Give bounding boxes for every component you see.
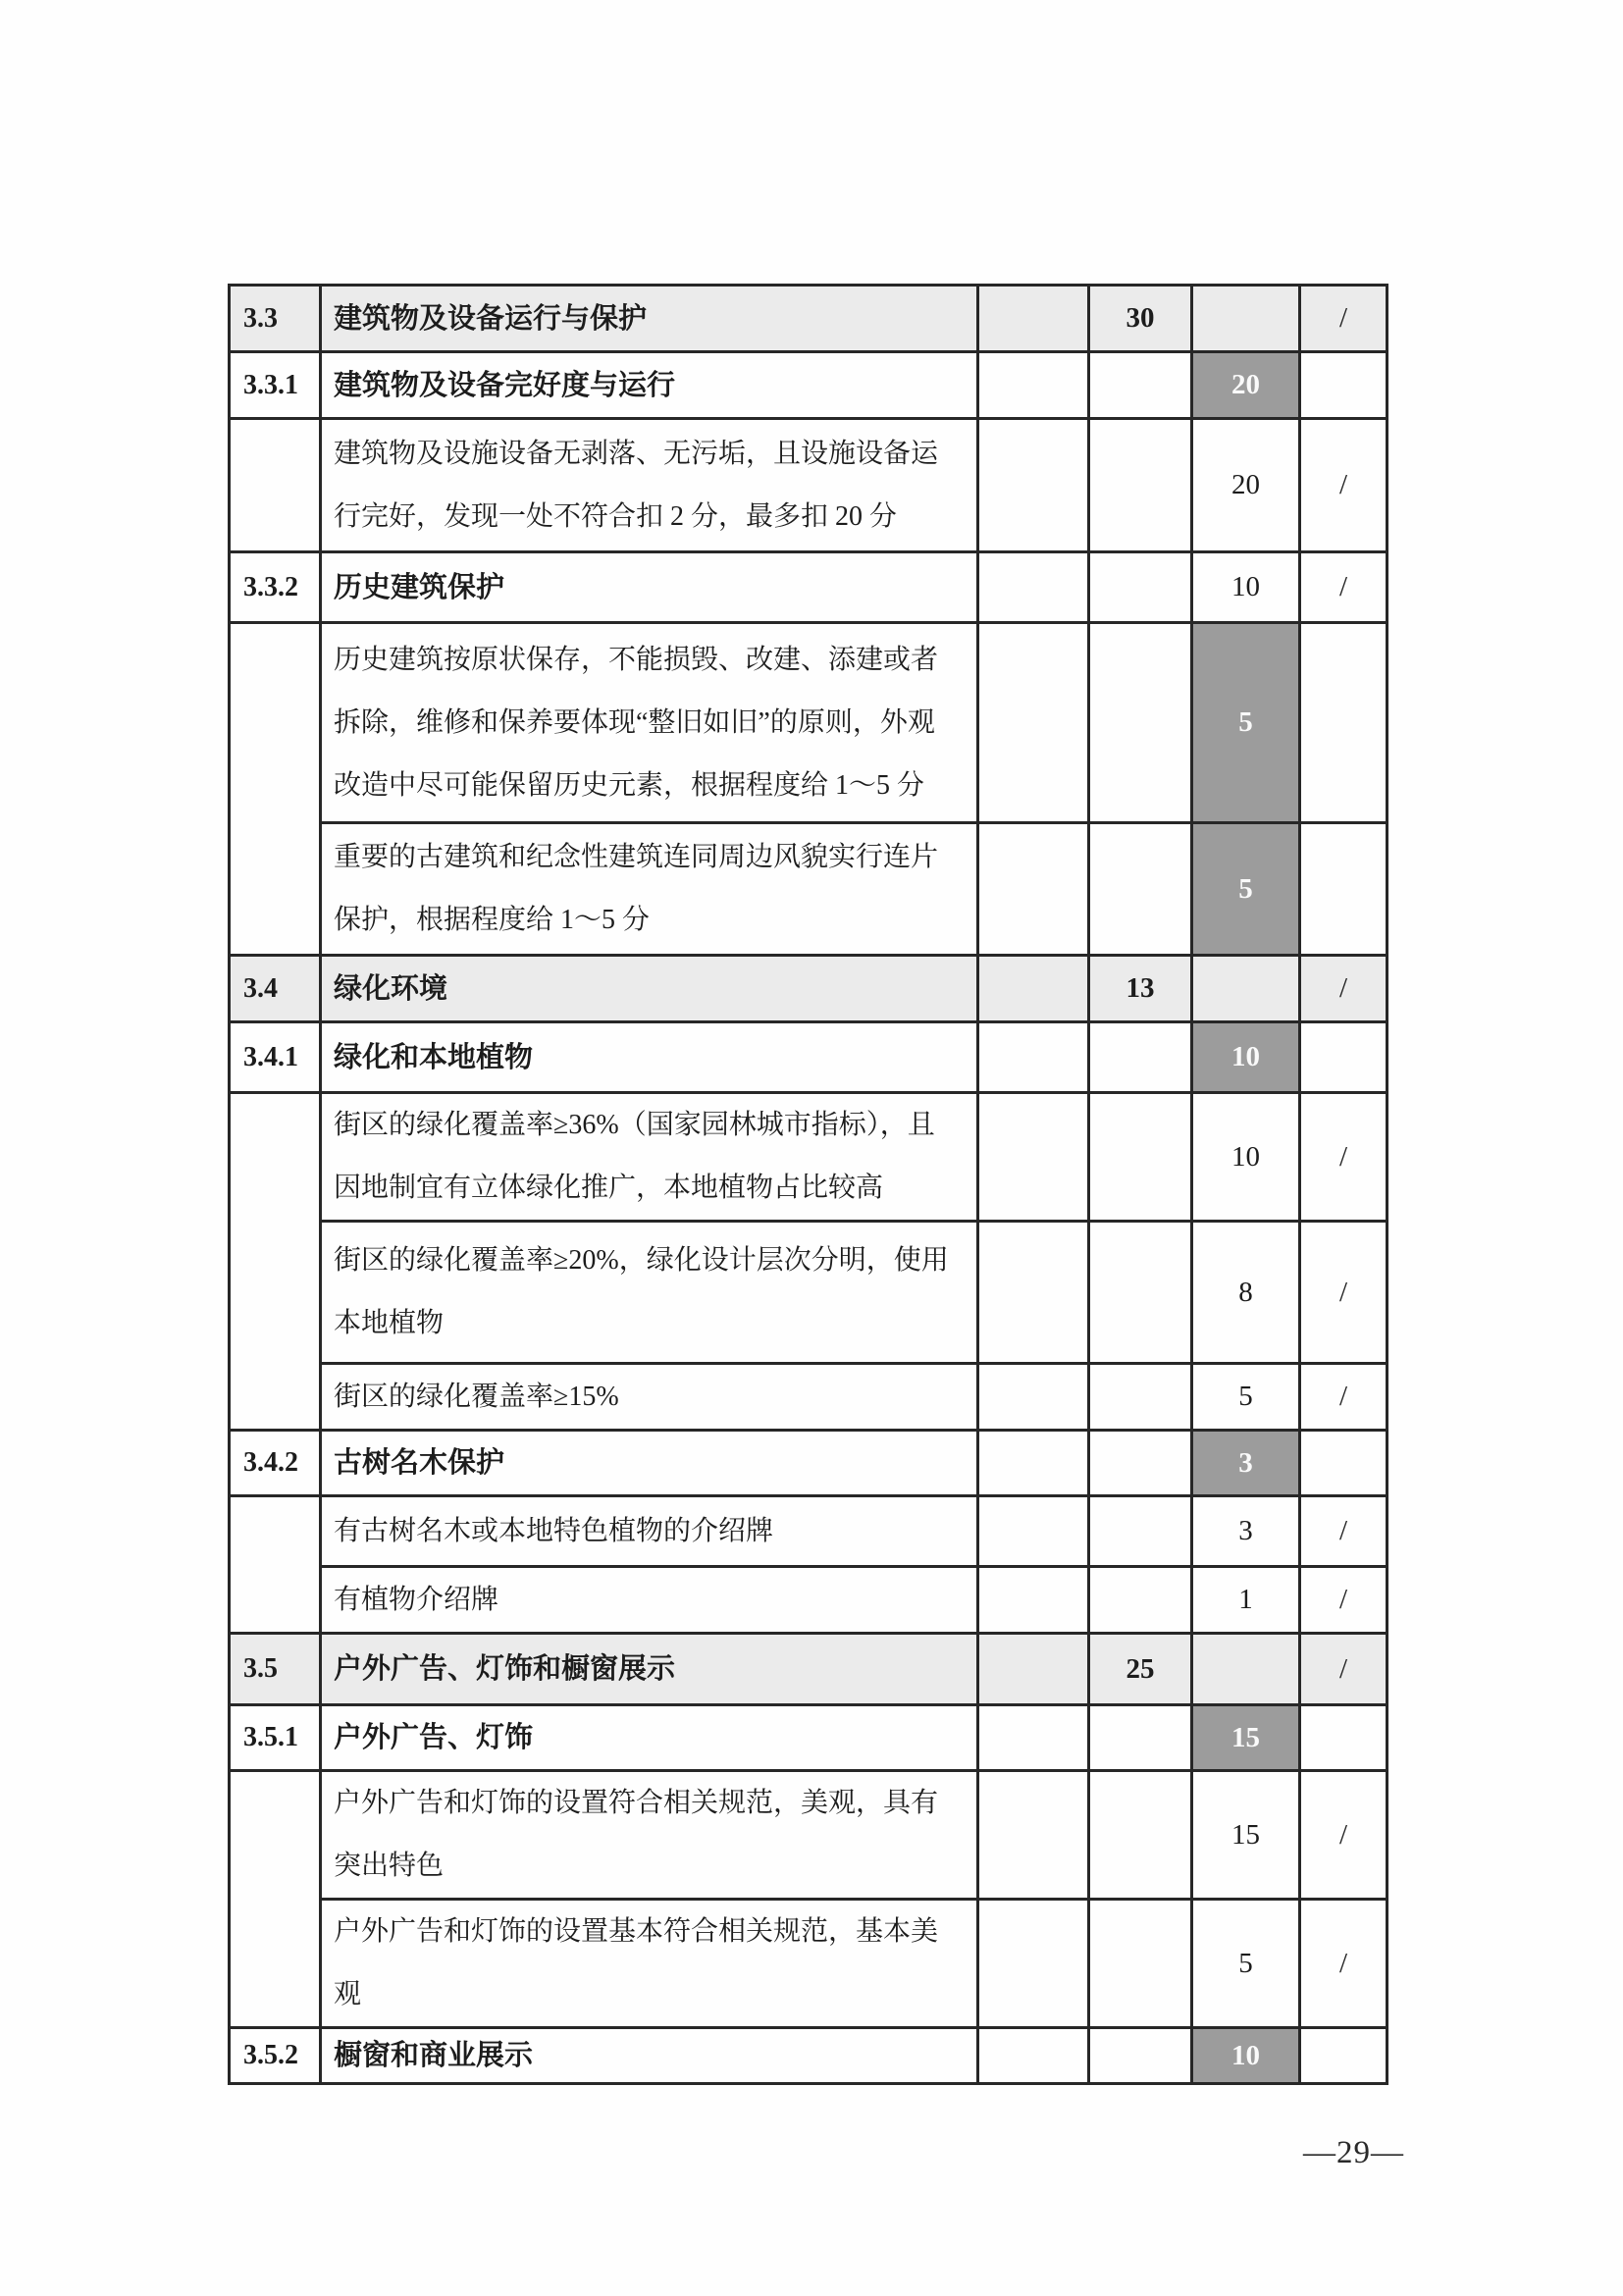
slash-cell: /	[1300, 956, 1387, 1022]
section-total-score: 30	[1089, 286, 1192, 352]
subsection-score-cell: 3	[1192, 1431, 1300, 1496]
empty-cell	[978, 1634, 1089, 1705]
detail-row	[230, 1567, 1387, 1634]
slash-cell: /	[1300, 1567, 1387, 1634]
row-index: 3.3	[230, 286, 321, 352]
empty-cell	[1089, 1705, 1192, 1771]
detail-row	[230, 1222, 1387, 1364]
empty-index-cell	[230, 1496, 321, 1634]
detail-row	[230, 1364, 1387, 1431]
page-number: —29—	[1303, 2135, 1404, 2170]
empty-cell	[1089, 1364, 1192, 1431]
empty-cell	[978, 1431, 1089, 1496]
section-row-3-3	[230, 286, 1387, 352]
subsection-score-cell: 10	[1192, 2028, 1300, 2084]
empty-cell	[1089, 552, 1192, 623]
section-row-3-5	[230, 1634, 1387, 1705]
empty-index-cell	[230, 419, 321, 552]
criterion-title: 户外广告、灯饰	[321, 1705, 978, 1771]
row-index: 3.3.2	[230, 552, 321, 623]
slash-cell: /	[1300, 552, 1387, 623]
criterion-text: 有古树名木或本地特色植物的介绍牌	[321, 1496, 978, 1567]
subsection-score-cell: 20	[1192, 352, 1300, 419]
row-index: 3.5.2	[230, 2028, 321, 2084]
score-cell: 15	[1192, 1771, 1300, 1900]
criterion-text: 街区的绿化覆盖率≥36%（国家园林城市指标），且因地制宜有立体绿化推广，本地植物占比较高	[321, 1093, 978, 1222]
empty-cell	[1089, 1496, 1192, 1567]
scoring-table	[228, 284, 1388, 2085]
empty-cell	[1192, 1634, 1300, 1705]
score-cell: 3	[1192, 1496, 1300, 1567]
row-index: 3.4	[230, 956, 321, 1022]
empty-cell	[978, 352, 1089, 419]
criterion-text: 历史建筑按原状保存，不能损毁、改建、添建或者拆除，维修和保养要体现“整旧如旧”的原则，外观改造中尽可能保留历史元素，根据程度给 1～5 分	[321, 623, 978, 823]
subsection-score-cell: 15	[1192, 1705, 1300, 1771]
empty-cell	[978, 823, 1089, 956]
empty-cell	[1300, 352, 1387, 419]
score-cell: 5	[1192, 1900, 1300, 2028]
row-index: 3.5.1	[230, 1705, 321, 1771]
score-cell: 5	[1192, 1364, 1300, 1431]
subsection-row-3-4-1	[230, 1022, 1387, 1093]
detail-row	[230, 823, 1387, 956]
empty-cell	[1192, 956, 1300, 1022]
empty-cell	[1089, 419, 1192, 552]
empty-cell	[1089, 1022, 1192, 1093]
empty-cell	[1089, 1567, 1192, 1634]
row-index: 3.3.1	[230, 352, 321, 419]
empty-cell	[1300, 1022, 1387, 1093]
empty-cell	[978, 552, 1089, 623]
slash-cell: /	[1300, 1496, 1387, 1567]
slash-cell: /	[1300, 1634, 1387, 1705]
subsection-row-3-4-2	[230, 1431, 1387, 1496]
row-index: 3.4.1	[230, 1022, 321, 1093]
score-cell: 1	[1192, 1567, 1300, 1634]
row-index: 3.4.2	[230, 1431, 321, 1496]
criterion-title: 橱窗和商业展示	[321, 2028, 978, 2084]
slash-cell: /	[1300, 286, 1387, 352]
empty-cell	[1300, 623, 1387, 823]
subsection-row-3-3-1	[230, 352, 1387, 419]
criterion-title: 历史建筑保护	[321, 552, 978, 623]
empty-cell	[1192, 286, 1300, 352]
empty-cell	[978, 1093, 1089, 1222]
subsection-row-3-5-2	[230, 2028, 1387, 2084]
empty-cell	[1089, 1900, 1192, 2028]
score-cell: 5	[1192, 823, 1300, 956]
detail-row	[230, 623, 1387, 823]
criterion-title: 建筑物及设备完好度与运行	[321, 352, 978, 419]
criterion-title: 建筑物及设备运行与保护	[321, 286, 978, 352]
empty-cell	[1089, 2028, 1192, 2084]
empty-cell	[978, 286, 1089, 352]
criterion-title: 户外广告、灯饰和橱窗展示	[321, 1634, 978, 1705]
criterion-title: 绿化和本地植物	[321, 1022, 978, 1093]
empty-cell	[1089, 1771, 1192, 1900]
empty-cell	[978, 956, 1089, 1022]
empty-cell	[978, 2028, 1089, 2084]
detail-row	[230, 1900, 1387, 2028]
subsection-row-3-3-2	[230, 552, 1387, 623]
score-cell: 8	[1192, 1222, 1300, 1364]
empty-cell	[1089, 1222, 1192, 1364]
empty-cell	[978, 1364, 1089, 1431]
section-row-3-4	[230, 956, 1387, 1022]
detail-row	[230, 1093, 1387, 1222]
subsection-row-3-5-1	[230, 1705, 1387, 1771]
empty-index-cell	[230, 1771, 321, 2028]
empty-index-cell	[230, 623, 321, 956]
slash-cell: /	[1300, 419, 1387, 552]
section-total-score: 13	[1089, 956, 1192, 1022]
empty-cell	[1300, 823, 1387, 956]
empty-cell	[978, 1222, 1089, 1364]
criterion-text: 户外广告和灯饰的设置基本符合相关规范，基本美观	[321, 1900, 978, 2028]
criterion-text: 有植物介绍牌	[321, 1567, 978, 1634]
empty-cell	[1300, 2028, 1387, 2084]
section-total-score: 25	[1089, 1634, 1192, 1705]
empty-cell	[978, 1705, 1089, 1771]
empty-cell	[978, 419, 1089, 552]
empty-index-cell	[230, 1093, 321, 1431]
empty-cell	[978, 1567, 1089, 1634]
criterion-title: 古树名木保护	[321, 1431, 978, 1496]
empty-cell	[1089, 823, 1192, 956]
slash-cell: /	[1300, 1364, 1387, 1431]
score-cell: 10	[1192, 552, 1300, 623]
subsection-score-cell: 10	[1192, 1022, 1300, 1093]
empty-cell	[1089, 1093, 1192, 1222]
empty-cell	[1300, 1705, 1387, 1771]
slash-cell: /	[1300, 1771, 1387, 1900]
score-cell: 10	[1192, 1093, 1300, 1222]
criterion-text: 户外广告和灯饰的设置符合相关规范，美观，具有突出特色	[321, 1771, 978, 1900]
empty-cell	[1089, 352, 1192, 419]
empty-cell	[1089, 623, 1192, 823]
criterion-text: 建筑物及设施设备无剥落、无污垢，且设施设备运行完好，发现一处不符合扣 2 分，最多扣 20 分	[321, 419, 978, 552]
criterion-text: 街区的绿化覆盖率≥15%	[321, 1364, 978, 1431]
empty-cell	[1300, 1431, 1387, 1496]
detail-row	[230, 1771, 1387, 1900]
empty-cell	[978, 1771, 1089, 1900]
score-cell: 20	[1192, 419, 1300, 552]
detail-row	[230, 1496, 1387, 1567]
slash-cell: /	[1300, 1222, 1387, 1364]
criterion-text: 重要的古建筑和纪念性建筑连同周边风貌实行连片保护，根据程度给 1～5 分	[321, 823, 978, 956]
empty-cell	[978, 1496, 1089, 1567]
empty-cell	[1089, 1431, 1192, 1496]
slash-cell: /	[1300, 1093, 1387, 1222]
criterion-title: 绿化环境	[321, 956, 978, 1022]
empty-cell	[978, 1900, 1089, 2028]
row-index: 3.5	[230, 1634, 321, 1705]
detail-row	[230, 419, 1387, 552]
criterion-text: 街区的绿化覆盖率≥20%，绿化设计层次分明，使用本地植物	[321, 1222, 978, 1364]
score-cell: 5	[1192, 623, 1300, 823]
empty-cell	[978, 1022, 1089, 1093]
empty-cell	[978, 623, 1089, 823]
slash-cell: /	[1300, 1900, 1387, 2028]
